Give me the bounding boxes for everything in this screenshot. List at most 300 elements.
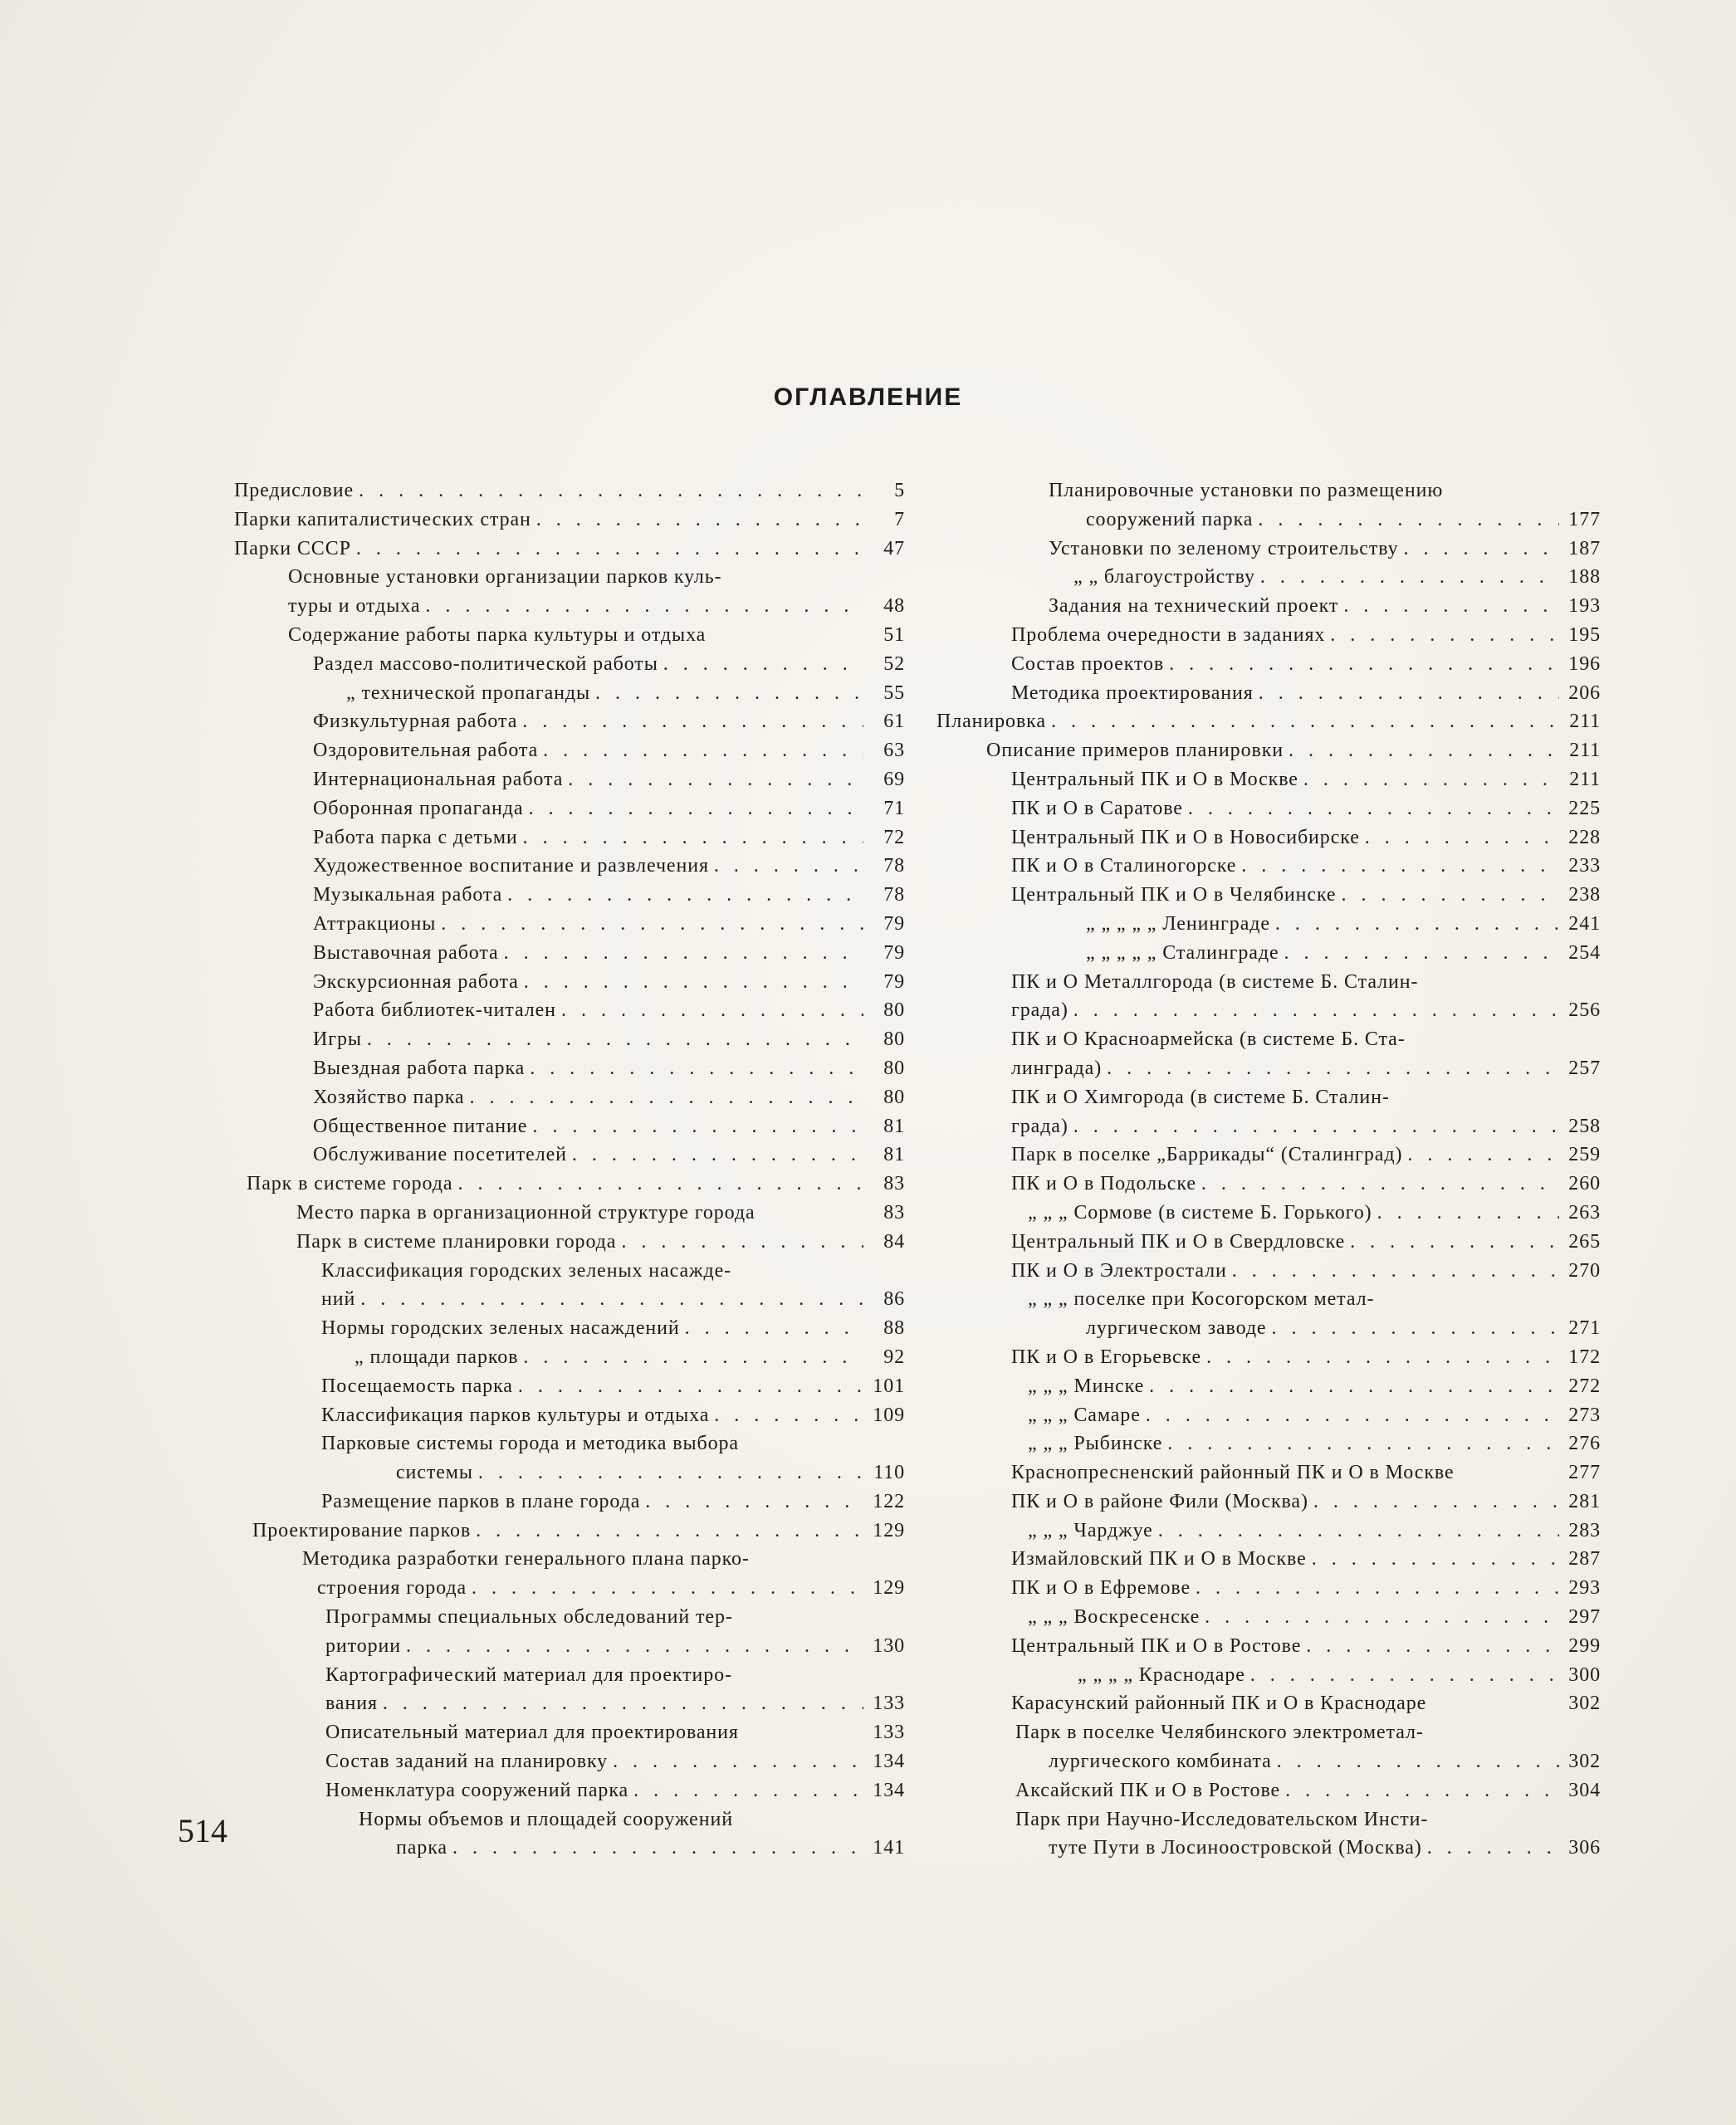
toc-entry [936,1199,1601,1228]
toc-entry-page: 302 [1568,1751,1601,1773]
dot-leader [1343,592,1559,621]
toc-entry [234,1517,905,1546]
toc-entry-title: Парк в системе планировки города [296,1230,617,1253]
dot-leader [1365,823,1559,852]
toc-entry-page: 193 [1568,595,1601,618]
toc-entry [234,1228,905,1257]
toc-entry-page: 52 [883,652,905,675]
dot-leader [645,1488,863,1517]
toc-entry-title: Общественное питание [313,1115,528,1137]
toc-entry-title: Парковые системы города и методика выбора [321,1433,739,1455]
toc-entry [234,476,905,506]
dot-leader [528,794,863,823]
dot-leader [1313,1488,1559,1517]
toc-entry-title: „ „ „ поселке при Косогорском метал- [1028,1288,1375,1311]
toc-entry [936,1429,1601,1458]
dot-leader [1146,1401,1559,1430]
dot-leader [1377,1199,1559,1228]
toc-entry-page: 258 [1568,1115,1601,1137]
dot-leader [472,1574,863,1603]
dot-leader [561,996,863,1025]
dot-leader [1407,1141,1559,1170]
toc-entry-page: 277 [1568,1462,1601,1484]
toc-entry-page: 225 [1568,797,1601,819]
toc-entry-title: Хозяйство парка [313,1086,465,1108]
toc-entry-page: 187 [1568,537,1601,559]
toc-entry-page: 257 [1568,1057,1601,1079]
toc-entry [936,707,1601,736]
toc-entry-title: Раздел массово-политической работы [313,652,658,675]
dot-leader [530,1054,863,1083]
toc-entry-title: ПК и О в Электростали [1011,1259,1227,1282]
toc-entry [234,1199,905,1228]
toc-entry [234,1054,905,1083]
toc-entry [936,1661,1601,1690]
toc-entry-page: 141 [873,1837,905,1859]
toc-entry-title: Художественное воспитание и развлечения [313,855,709,877]
toc-entry [234,1141,905,1170]
toc-entry [936,476,1601,506]
toc-entry [234,592,905,621]
dot-leader [1206,1343,1559,1372]
toc-entry-title: Центральный ПК и О в Москве [1011,768,1298,790]
dot-leader [383,1689,863,1718]
toc-entry-title: „ „ „ „ Краснодаре [1078,1663,1245,1686]
toc-entry [936,506,1601,535]
toc-entry-title: Центральный ПК и О в Челябинске [1011,884,1337,906]
dot-leader [1107,1054,1559,1083]
toc-entry [936,1170,1601,1199]
toc-entry-page: 228 [1568,826,1601,848]
dot-leader [1073,996,1559,1025]
toc-entry [936,1285,1601,1314]
toc-entry-page: 61 [883,711,905,733]
toc-entry-page: 88 [883,1317,905,1340]
toc-entry-title: Парки капиталистических стран [234,508,531,530]
toc-entry [936,592,1601,621]
toc-entry [234,1747,905,1776]
toc-entry-title: „ „ благоустройству [1073,566,1255,589]
toc-entry [234,794,905,823]
toc-entry [234,621,905,650]
dot-leader [1306,1632,1559,1661]
toc-entry-page: 270 [1568,1259,1601,1282]
dot-leader [572,1141,863,1170]
dot-leader [478,1458,863,1488]
toc-entry-title: Классификация парков культуры и отдыха [321,1404,710,1426]
toc-entry-page: 5 [894,480,905,501]
dot-leader [1285,1776,1559,1805]
toc-entry-title: ний [321,1288,356,1311]
dot-leader [367,1025,863,1054]
toc-entry [936,621,1601,650]
toc-entry-page: 287 [1568,1548,1601,1571]
toc-entry-title: лургического комбината [1049,1751,1272,1773]
dot-leader [360,1285,863,1314]
toc-entry-page: 7 [894,508,905,530]
dot-leader [1312,1545,1559,1574]
toc-entry [234,1661,905,1690]
toc-entry [936,1545,1601,1574]
toc-entry [936,1314,1601,1343]
toc-entry-title: Посещаемость парка [321,1375,513,1397]
toc-entry [936,968,1601,997]
toc-entry-page: 276 [1568,1433,1601,1455]
toc-entry-page: 134 [873,1779,905,1801]
toc-entry [234,881,905,910]
toc-entry [234,1314,905,1343]
toc-entry [936,1603,1601,1632]
dot-leader [522,707,863,736]
toc-entry-title: Проектирование парков [252,1519,472,1541]
dot-leader [1303,765,1559,794]
toc-entry-title: града) [1011,1115,1068,1137]
toc-entry-page: 129 [873,1519,905,1541]
dot-leader [1284,939,1559,968]
toc-entry-page: 80 [883,999,905,1022]
dot-leader [595,679,863,708]
toc-entry [234,1574,905,1603]
toc-entry-title: ПК и О Красноармейска (в системе Б. Ста- [1011,1028,1406,1051]
toc-entry-page: 122 [873,1490,905,1512]
toc-entry-page: 263 [1568,1201,1601,1224]
toc-entry [936,563,1601,592]
toc-entry [234,996,905,1025]
toc-entry [936,1747,1601,1776]
toc-entry [234,1776,905,1805]
toc-entry-title: Установки по зеленому строительству [1049,537,1399,559]
toc-entry-title: Аксайский ПК и О в Ростове [1015,1779,1281,1801]
toc-entry-title: Работа библиотек-читален [313,999,556,1022]
dot-leader [359,476,863,506]
dot-leader [621,1228,863,1257]
toc-entry-page: 71 [883,797,905,819]
toc-entry-page: 172 [1568,1346,1601,1368]
toc-entry [234,1401,905,1430]
toc-entry [936,1343,1601,1372]
toc-entry-title: Выставочная работа [313,941,499,964]
toc-entry-page: 79 [883,912,905,935]
toc-entry-title: Парки СССР [234,537,351,559]
dot-leader [356,535,863,564]
toc-entry [936,996,1601,1025]
dot-leader [633,1776,863,1805]
toc-entry-title: Музыкальная работа [313,884,503,906]
toc-entry-page: 133 [873,1693,905,1715]
toc-entry-title: Описательный материал для проектирования [325,1722,739,1744]
toc-entry-page: 265 [1568,1230,1601,1253]
toc-entry-title: Содержание работы парка культуры и отдыха [288,623,707,646]
toc-entry-title: Выездная работа парка [313,1057,526,1079]
toc-entry [234,910,905,939]
dot-leader [457,1170,863,1199]
toc-entry-title: Физкультурная работа [313,711,518,733]
toc-entry-page: 72 [883,826,905,848]
toc-entry [234,1603,905,1632]
toc-entry [234,1632,905,1661]
toc-entry-title: „ „ „ Минске [1028,1375,1145,1397]
toc-entry [936,1372,1601,1401]
toc-entry-page: 271 [1568,1317,1601,1340]
toc-entry-page: 177 [1568,508,1601,530]
dot-leader [441,910,863,939]
toc-entry [234,650,905,679]
dot-leader [476,1517,863,1546]
toc-entry-page: 241 [1568,912,1601,935]
toc-entry-page: 302 [1568,1693,1601,1715]
toc-entry-title: „ „ „ Воскресенске [1028,1606,1201,1629]
toc-entry-page: 297 [1568,1606,1601,1629]
toc-entry-page: 211 [1569,740,1601,762]
toc-entry-title: Игры [313,1028,362,1051]
toc-entry-page: 129 [873,1577,905,1600]
toc-entry [234,1458,905,1488]
toc-entry [234,1372,905,1401]
toc-entry-title: „ „ „ Рыбинске [1028,1433,1163,1455]
dot-leader [406,1632,863,1661]
dot-leader [507,881,863,910]
toc-entry-title: Номенклатура сооружений парка [325,1779,629,1801]
dot-leader [1427,1834,1559,1863]
toc-entry-page: 83 [883,1173,905,1195]
dot-leader [714,852,863,881]
toc-entry [936,1257,1601,1286]
toc-entry [234,939,905,968]
toc-entry-page: 51 [883,623,905,646]
toc-entry [936,1083,1601,1112]
toc-entry-page: 78 [883,884,905,906]
toc-entry-title: Основные установки организации парков куль- [288,566,722,589]
toc-entry-title: ПК и О в Егорьевске [1011,1346,1202,1368]
toc-entry [234,563,905,592]
toc-entry-page: 299 [1568,1634,1601,1657]
toc-entry-page: 233 [1568,855,1601,877]
toc-entry [936,1776,1601,1805]
toc-entry-title: града) [1011,999,1068,1022]
dot-leader [536,506,863,535]
toc-entry-title: Нормы городских зеленых насаждений [321,1317,680,1340]
dot-leader [524,968,863,997]
toc-entry [936,736,1601,765]
toc-entry-page: 195 [1568,623,1601,646]
toc-entry-title: „ площади парков [355,1346,519,1368]
dot-leader [1241,852,1559,881]
toc-entry [234,1545,905,1574]
toc-entry-title: Измайловский ПК и О в Москве [1011,1548,1307,1571]
toc-left-column [234,476,905,1863]
toc-entry-title: туры и отдыха [288,595,421,618]
toc-entry-page: 47 [883,537,905,559]
toc-entry-page: 304 [1568,1779,1601,1801]
toc-entry [234,1257,905,1286]
toc-entry-title: ПК и О в Подольске [1011,1173,1196,1195]
toc-entry-title: Парк в поселке „Баррикады“ (Сталинград) [1011,1144,1403,1166]
toc-entry-page: 69 [883,768,905,790]
toc-entry-page: 211 [1569,711,1601,733]
toc-entry [936,852,1601,881]
toc-entry-title: туте Пути в Лосиноостровской (Москва) [1049,1837,1422,1859]
toc-entry-title: „ „ „ Самаре [1028,1404,1141,1426]
toc-entry-page: 206 [1568,681,1601,704]
dot-leader [1250,1661,1559,1690]
toc-entry-title: „ „ „ Чарджуе [1028,1519,1153,1541]
toc-entry-title: сооружений парка [1086,508,1254,530]
toc-entry [936,1228,1601,1257]
dot-leader [1258,506,1559,535]
toc-entry [234,852,905,881]
toc-entry-page: 63 [883,740,905,762]
dot-leader [1051,707,1559,736]
toc-entry-title: строения города [317,1577,467,1600]
toc-entry [936,1141,1601,1170]
dot-leader [1167,1429,1559,1458]
toc-entry-page: 211 [1569,768,1601,790]
toc-entry-title: ПК и О в районе Фили (Москва) [1011,1490,1308,1512]
toc-entry-title: Центральный ПК и О в Свердловске [1011,1230,1346,1253]
toc-entry [936,765,1601,794]
toc-entry [936,1718,1601,1747]
toc-entry [234,1025,905,1054]
dot-leader [1277,1747,1559,1776]
toc-entry-title: парка [396,1837,447,1859]
toc-entry [936,1517,1601,1546]
dot-leader [613,1747,863,1776]
toc-entry-page: 78 [883,855,905,877]
toc-entry [936,1834,1601,1863]
dot-leader [518,1372,863,1401]
toc-entry-title: линграда) [1011,1057,1103,1079]
toc-entry-title: Место парка в организационной структуре города [296,1201,756,1224]
toc-entry-page: 260 [1568,1173,1601,1195]
toc-entry-page: 86 [883,1288,905,1311]
toc-entry-page: 81 [883,1144,905,1166]
toc-entry-title: Интернациональная работа [313,768,564,790]
toc-entry-page: 101 [873,1375,905,1397]
toc-entry [936,650,1601,679]
dot-leader [1330,621,1559,650]
dot-leader [568,765,863,794]
toc-entry-page: 256 [1568,999,1601,1022]
toc-entry [234,1429,905,1458]
dot-leader [685,1314,863,1343]
toc-entry-page: 259 [1568,1144,1601,1166]
dot-leader [1201,1170,1559,1199]
toc-entry [936,1025,1601,1054]
toc-entry [936,1054,1601,1083]
toc-entry-title: ритории [325,1634,402,1657]
toc-entry-page: 84 [883,1230,905,1253]
toc-entry-title: Экскурсионная работа [313,970,519,993]
dot-leader [1149,1372,1559,1401]
dot-leader [1259,679,1559,708]
toc-entry-title: Обслуживание посетителей [313,1144,567,1166]
toc-entry-title: Оздоровительная работа [313,740,539,762]
toc-entry-title: вания [325,1693,378,1715]
dot-leader [469,1083,863,1112]
dot-leader [504,939,863,968]
toc-entry [234,1112,905,1141]
toc-entry-page: 81 [883,1115,905,1137]
dot-leader [452,1834,863,1863]
toc-entry-page: 79 [883,941,905,964]
dot-leader [1271,1314,1559,1343]
toc-entry-title: ПК и О Химгорода (в системе Б. Сталин- [1011,1086,1390,1108]
toc-entry [936,1689,1601,1718]
toc-entry-title: Планировка [936,711,1046,733]
toc-entry-page: 80 [883,1057,905,1079]
toc-entry [936,1574,1601,1603]
toc-entry [936,1488,1601,1517]
toc-entry-page: 188 [1568,566,1601,589]
dot-leader [1404,535,1559,564]
toc-entry-page: 80 [883,1028,905,1051]
toc-entry-page: 79 [883,970,905,993]
dot-leader [1260,563,1559,592]
toc-entry-title: „ „ „ „ „ Ленинграде [1086,912,1270,935]
toc-entry-page: 130 [873,1634,905,1657]
toc-entry-page: 272 [1568,1375,1601,1397]
toc-entry [936,1805,1601,1834]
toc-entry [936,1632,1601,1661]
dot-leader [1275,910,1559,939]
toc-entry-title: ПК и О Металлгорода (в системе Б. Сталин- [1011,970,1419,993]
toc-entry-title: Программы специальных обследований тер- [325,1606,733,1629]
toc-entry-title: Методика разработки генерального плана парко- [302,1548,750,1571]
toc-entry-page: 134 [873,1751,905,1773]
toc-entry-page: 196 [1568,652,1601,675]
toc-entry [234,707,905,736]
toc-entry-page: 293 [1568,1577,1601,1600]
dot-leader [1158,1517,1559,1546]
toc-entry-title: Аттракционы [313,912,437,935]
toc-entry-title: „ „ „ „ „ Сталинграде [1086,941,1279,964]
toc-entry-title: Планировочные установки по размещению [1049,480,1444,501]
dot-leader [532,1112,863,1141]
toc-entry [936,1112,1601,1141]
dot-leader [523,1343,863,1372]
dot-leader [1350,1228,1559,1257]
toc-entry [234,968,905,997]
page-title: ОГЛАВЛЕНИЕ [773,383,963,411]
toc-entry-page: 273 [1568,1404,1601,1426]
toc-entry-title: Картографический материал для проектиро- [325,1663,732,1686]
toc-entry [234,1488,905,1517]
toc-entry-title: Работа парка с детьми [313,826,518,848]
toc-entry-title: Задания на технический проект [1049,595,1339,618]
toc-entry [234,1285,905,1314]
toc-entry [234,1689,905,1718]
toc-entry [234,506,905,535]
toc-entry-page: 55 [883,681,905,704]
toc-entry-title: Размещение парков в плане города [321,1490,641,1512]
toc-entry-page: 133 [873,1722,905,1744]
toc-entry-page: 92 [883,1346,905,1368]
dot-leader [1188,794,1559,823]
toc-entry-title: Краснопресненский районный ПК и О в Москве [1011,1462,1455,1484]
toc-entry-page: 83 [883,1201,905,1224]
toc-entry [936,1458,1601,1488]
toc-entry [234,1805,905,1834]
toc-entry [234,1834,905,1863]
dot-leader [1196,1574,1559,1603]
toc-entry-title: Оборонная пропаганда [313,797,524,819]
toc-entry-title: лургическом заводе [1086,1317,1267,1340]
toc-entry-title: Предисловие [234,480,355,501]
toc-entry [234,1718,905,1747]
toc-entry-title: Центральный ПК и О в Новосибирске [1011,826,1360,848]
toc-entry [234,1343,905,1372]
toc-entry [936,1401,1601,1430]
